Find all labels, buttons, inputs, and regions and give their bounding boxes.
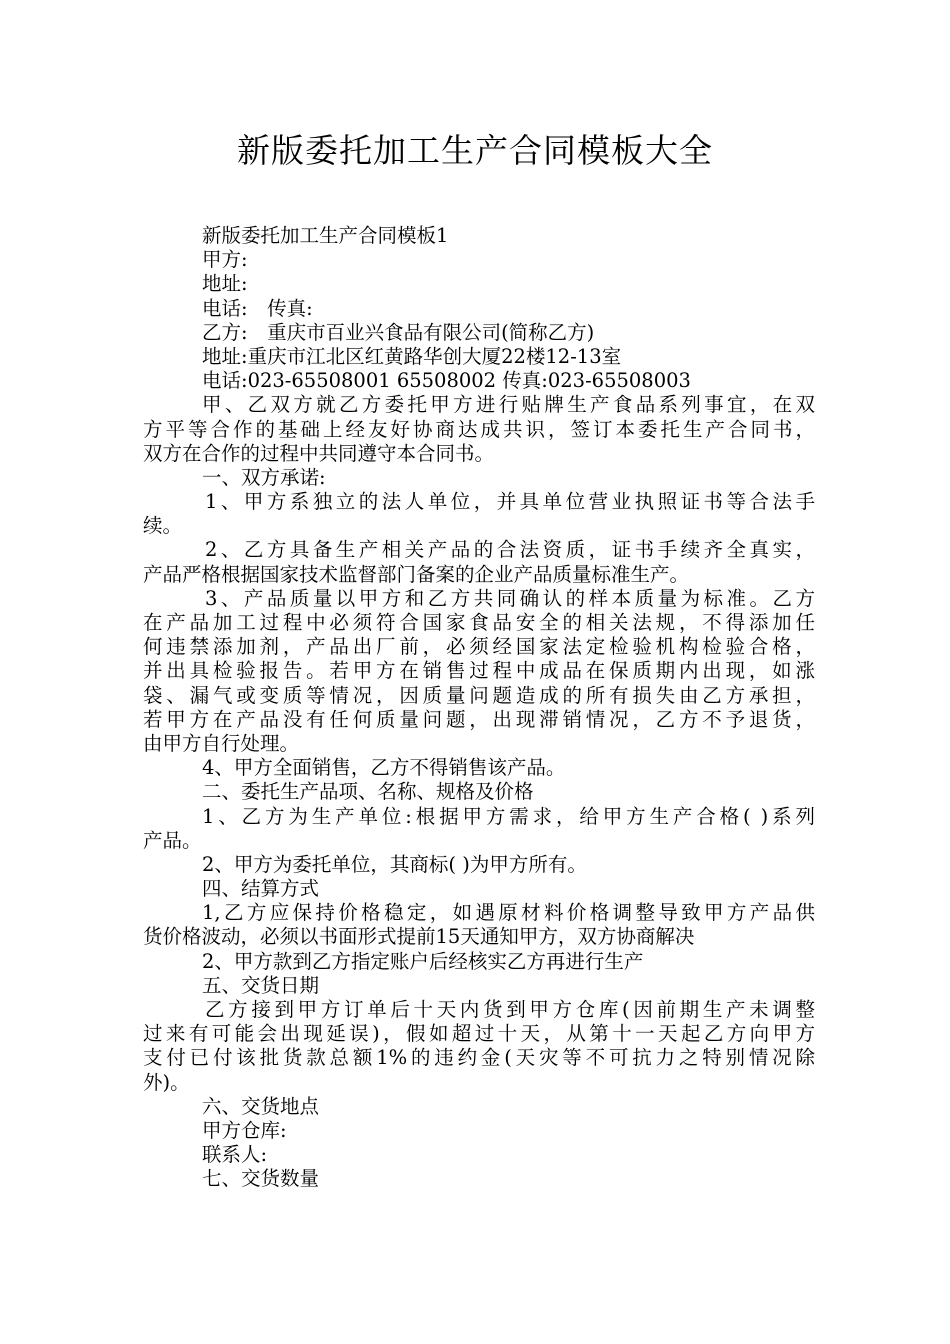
paragraph-line: 货价格波动，必须以书面形式提前15天通知甲方，双方协商解决 xyxy=(143,925,695,949)
paragraph-line: 在产品加工过程中必须符合国家食品安全的相关法规，不得添加任 xyxy=(143,611,815,634)
paragraph-line: 产品。 xyxy=(143,828,202,852)
paragraph-line: 1,乙方应保持价格稳定，如遇原材料价格调整导致甲方产品供 xyxy=(202,901,815,925)
phone-fax-line: 电话: 传真: xyxy=(202,296,313,320)
paragraph-line: 过来有可能会出现延误)，假如超过十天，从第十一天起乙方向甲方 xyxy=(143,1022,815,1046)
paragraph-line: 何违禁添加剂，产品出厂前，必须经国家法定检验机构检验合格， xyxy=(143,635,815,659)
party-a-line: 甲方: xyxy=(202,248,248,272)
paragraph-line: 外)。 xyxy=(143,1070,190,1094)
paragraph-line: 2、乙方具备生产相关产品的合法资质，证书手续齐全真实， xyxy=(205,538,815,562)
paragraph-line: 袋、漏气或变质等情况，因质量问题造成的所有损失由乙方承担， xyxy=(143,683,815,707)
paragraph-line: 联系人: xyxy=(202,1143,268,1167)
paragraph-line: 若甲方在产品没有任何质量问题，出现滞销情况，乙方不予退货， xyxy=(143,707,815,731)
paragraph-line: 2、甲方为委托单位，其商标( )为甲方所有。 xyxy=(202,852,587,876)
paragraph-line: 3、产品质量以甲方和乙方共同确认的样本质量为标准。乙方 xyxy=(205,586,815,610)
paragraph-line: 续。 xyxy=(143,514,183,538)
paragraph-line: 4、甲方全面销售，乙方不得销售该产品。 xyxy=(202,756,566,780)
document-body xyxy=(143,224,815,1192)
clause-heading: 四、结算方式 xyxy=(202,877,320,901)
clause-heading: 二、委托生产品项、名称、规格及价格 xyxy=(202,780,534,804)
paragraph-line: 1、甲方系独立的法人单位，并具单位营业执照证书等合法手 xyxy=(205,490,815,514)
paragraph-line: 乙方接到甲方订单后十天内货到甲方仓库(因前期生产未调整 xyxy=(205,998,815,1021)
clause-heading: 五、交货日期 xyxy=(202,973,320,997)
paragraph-line: 由甲方自行处理。 xyxy=(143,731,300,755)
party-b-phone-line: 电话:023-65508001 65508002 传真:023-65508003 xyxy=(202,369,691,393)
paragraph-line: 甲方仓库: xyxy=(202,1118,287,1142)
clause-heading: 六、交货地点 xyxy=(202,1094,320,1118)
paragraph-line: 方平等合作的基础上经友好协商达成共识，签订本委托生产合同书， xyxy=(143,417,815,441)
paragraph-line: 产品严格根据国家技术监督部门备案的企业产品质量标准生产。 xyxy=(143,562,690,586)
paragraph-line: 双方在合作的过程中共同遵守本合同书。 xyxy=(143,441,495,465)
paragraph-line: 2、甲方款到乙方指定账户后经核实乙方再进行生产 xyxy=(202,949,644,973)
paragraph-line: 甲、乙双方就乙方委托甲方进行贴牌生产食品系列事宜，在双 xyxy=(202,393,815,417)
clause-heading: 七、交货数量 xyxy=(202,1167,320,1191)
party-b-address-line: 地址:重庆市江北区红黄路华创大厦22楼12-13室 xyxy=(202,344,622,368)
section-heading: 新版委托加工生产合同模板1 xyxy=(202,224,449,247)
document-title: 新版委托加工生产合同模板大全 xyxy=(237,131,713,170)
paragraph-line: 1、乙方为生产单位:根据甲方需求，给甲方生产合格( )系列 xyxy=(202,804,815,828)
clause-heading: 一、双方承诺: xyxy=(202,465,326,489)
paragraph-line: 并出具检验报告。若甲方在销售过程中成品在保质期内出现，如涨 xyxy=(143,659,815,683)
address-line: 地址: xyxy=(202,272,248,296)
paragraph-line: 支付已付该批货款总额1%的违约金(天灾等不可抗力之特别情况除 xyxy=(143,1046,815,1070)
party-b-line: 乙方: 重庆市百业兴食品有限公司(简称乙方) xyxy=(202,320,595,344)
